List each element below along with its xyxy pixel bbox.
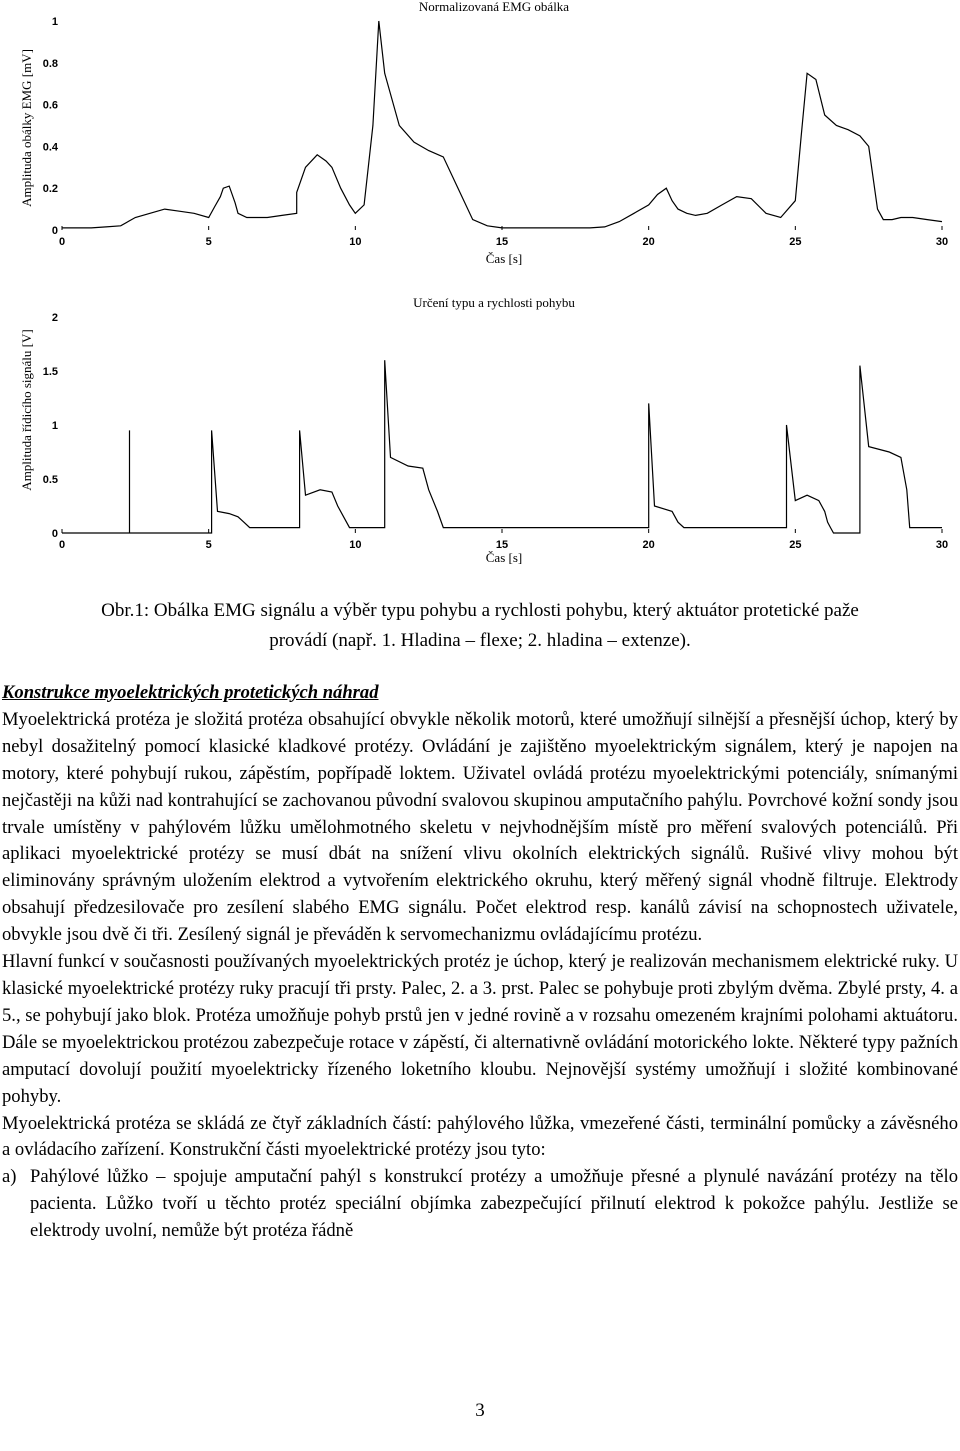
emg-envelope-chart: [0, 0, 960, 270]
x-tick-label: 5: [205, 539, 212, 551]
x-tick-label: 15: [495, 236, 509, 248]
chart-title: Normalizovaná EMG obálka: [418, 0, 570, 14]
y-tick-label: 0.2: [42, 183, 58, 196]
x-tick-label: 10: [349, 236, 362, 248]
y-tick-label: 0.4: [42, 141, 58, 154]
x-tick-label: 30: [935, 539, 949, 551]
control-signal-chart: [0, 290, 960, 570]
x-tick-label: 5: [205, 236, 212, 248]
y-tick-label: 0: [51, 528, 58, 540]
x-tick-label: 0: [58, 236, 66, 248]
y-tick-label: 0.5: [42, 474, 58, 486]
x-tick-label: 20: [642, 539, 655, 551]
page-number: 3: [475, 1400, 485, 1421]
y-tick-label: 1.5: [42, 366, 58, 378]
chart-title: Určení typu a rychlosti pohybu: [413, 295, 575, 310]
x-tick-label: 0: [58, 539, 66, 551]
list-item-text: Pahýlové lůžko – spojuje amputační pahýl s konstrukcí protézy a umožňuje přesné a plynulé navázání protézy na tělo pacienta. Lůžko tvoří u těchto protéz speciální objímka zabezpečující přilnutí elektrod k pokožce pahýlu. Jestliže se elektrody uvolní, nemůže být protéza řádně: [30, 1166, 958, 1242]
x-tick-label: 25: [789, 236, 802, 248]
control-signal-svg: [0, 290, 960, 570]
y-axis-label: Amplituda obálky EMG [mV]: [19, 49, 34, 207]
caption-line-1: Obr.1: Obálka EMG signálu a výběr typu pohybu a rychlosti pohybu, který aktuátor protetické paže: [101, 600, 859, 621]
x-tick-label: 20: [642, 236, 655, 248]
control-signal-line: [62, 360, 942, 533]
x-axis-label: Čas [s]: [485, 550, 523, 565]
x-axis-label: Čas [s]: [485, 251, 523, 266]
y-tick-label: 0.8: [42, 57, 58, 70]
list-item: [2, 1164, 958, 1245]
y-tick-label: 1: [51, 16, 58, 28]
paragraph-1: Myoelektrická protéza je složitá protéza obsahující obvykle několik motorů, které umožňují silnější a přesnější úchop, který by nebyl dosažitelný pomocí klasické kladkové protézy. Ovládání je zajištěno myoelektrickým signálem, který je napojen na motory, které pohybují rukou, zápěstím, popřípadě loktem. Uživatel ovládá protézu myoelektrickými potenciály, snímanými nejčastěji na kůži nad kontrahující se zachovanou původní svalovou skupinou amputačního pahýlu. Povrchové kožní sondy jsou trvale umístěny v pahýlovém lůžku umělohmotného skeletu v nejvhodnějším místě pro měření svalových potenciálů. Při aplikaci myoelektrické protézy se musí dbát na snížení vlivu okolních elektrických signálů. Rušivé vlivy mohou být eliminovány správným uložením elektrod a vytvořením elektrického okruhu, který měřený signál vhodně filtruje. Elektrody obsahují předzesilovače pro zesílení slabého EMG signálu. Počet elektrod resp. kanálů závisí na schopnostech uživatele, obvykle jsou dvě či tři. Zesílený signál je převáděn k servomechanizmu ovládajícímu protézu.: [2, 708, 958, 946]
paragraph-3: Myoelektrická protéza se skládá ze čtyř základních částí: pahýlového lůžka, vmezeřené části, terminální pomůcky a závěsného a ovládacího zařízení. Konstrukční části myoelektrické protézy jsou tyto:: [2, 1112, 958, 1161]
figure-caption: [0, 596, 960, 656]
x-tick-label: 15: [495, 539, 509, 551]
body-text: [2, 680, 958, 1245]
x-tick-label: 30: [935, 236, 949, 248]
y-tick-label: 2: [51, 312, 58, 324]
x-tick-label: 25: [789, 539, 802, 551]
emg-envelope-svg: [0, 0, 960, 270]
section-heading: Konstrukce myoelektrických protetických náhrad: [2, 682, 379, 703]
paragraph-2: Hlavní funkcí v současnosti používaných myoelektrických protéz je úchop, který je realizován mechanismem elektrické ruky. U klasické myoelektrické protézy ruky pracují tři prsty. Palec, 2. a 3. prst. Palec se pohybuje proti zbylým dvěma. Zbylé prsty, 4. a 5., se pohybují jako blok. Protéza umožňuje pohyb prstů jen v jedné rovině a v rozsahu omezeném krajními polohami aktuátoru. Dále se myoelektrickou protézou zabezpečuje rotace v zápěstí, či alternativně ovládání motorického lokte. Některé typy pažních amputací dovolují použití myoelektricky řízeného loketního kloubu. Nejnovější systémy umožňují i složité kombinované pohyby.: [2, 951, 958, 1107]
y-axis-label: Amplituda řídicího signálu [V]: [19, 329, 34, 491]
caption-line-2: provádí (např. 1. Hladina – flexe; 2. hladina – extenze).: [269, 630, 691, 651]
x-tick-label: 10: [349, 539, 362, 551]
y-tick-label: 0: [51, 225, 58, 237]
emg-envelope-line: [62, 21, 942, 228]
y-tick-label: 1: [51, 420, 58, 432]
list-item-number: a): [2, 1166, 17, 1188]
y-tick-label: 0.6: [42, 99, 58, 112]
